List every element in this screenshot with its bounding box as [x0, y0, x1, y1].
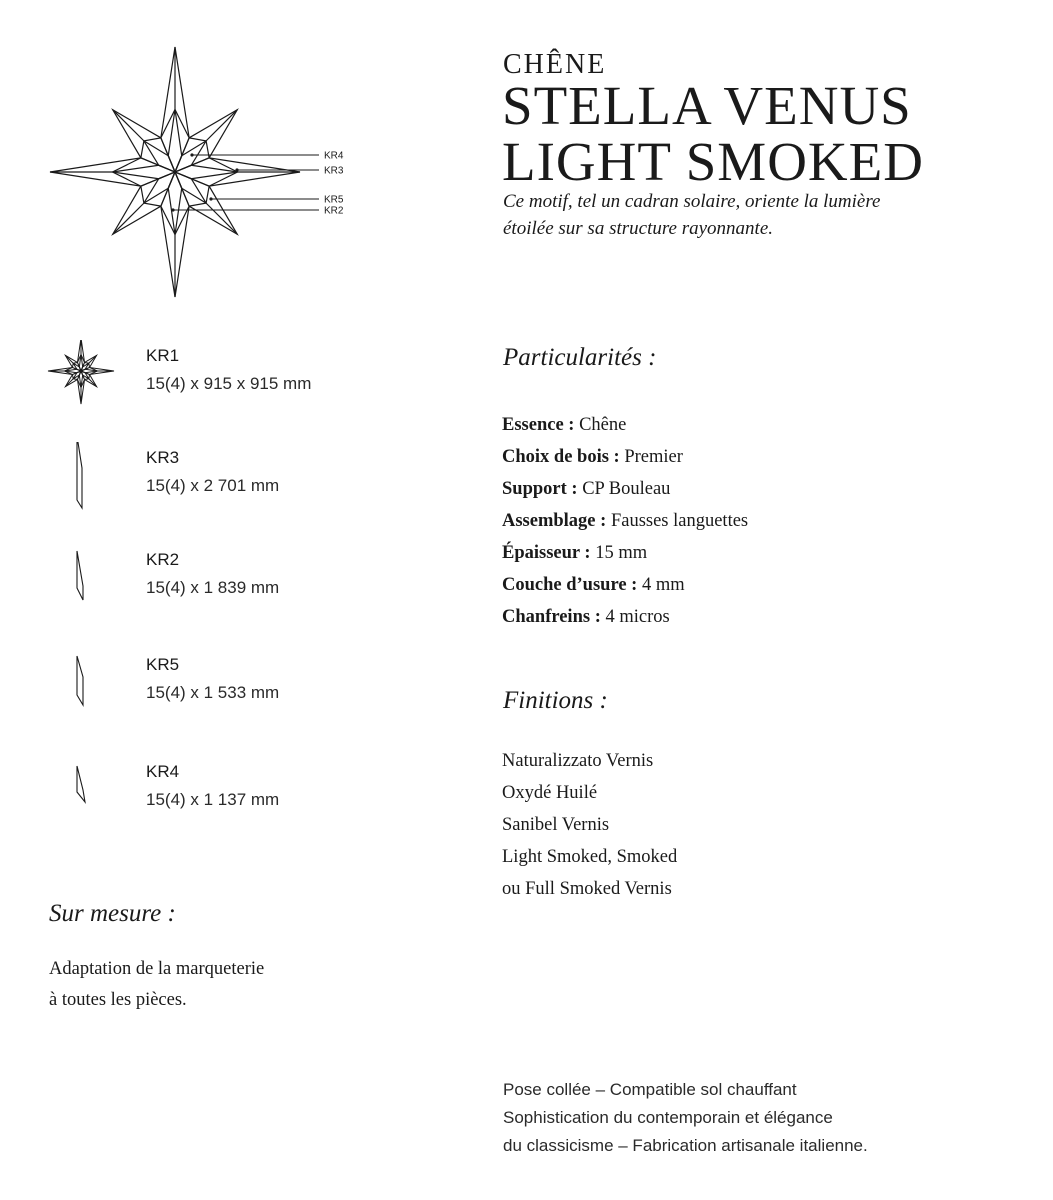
spec-value: CP Bouleau — [582, 479, 671, 499]
specifications-list — [502, 409, 748, 633]
spec-label: Assemblage : — [502, 511, 607, 531]
footer-line-3: du classicisme – Fabrication artisanale italienne. — [503, 1136, 868, 1155]
piece-item-kr2 — [40, 544, 370, 624]
piece-dimensions: 15(4) x 1 839 mm — [146, 578, 280, 597]
title-line-2: LIGHT SMOKED — [502, 131, 924, 192]
piece-dimensions: 15(4) x 1 533 mm — [146, 683, 280, 702]
title-line-1: STELLA VENUS — [502, 75, 912, 136]
callout-label: KR3 — [324, 165, 344, 177]
piece-code: KR5 — [146, 655, 180, 674]
piece-item-kr1 — [40, 340, 370, 420]
sur-mesure-line-1: Adaptation de la marqueterie — [49, 959, 265, 979]
sur-mesure-line-2: à toutes les pièces. — [49, 990, 187, 1010]
spec-item — [502, 569, 748, 601]
star-piece-icon — [40, 340, 126, 420]
piece-code: KR3 — [146, 448, 180, 467]
finitions-heading: Finitions : — [503, 687, 608, 714]
spec-label: Choix de bois : — [502, 447, 620, 467]
product-title — [502, 75, 924, 192]
footer-line-2: Sophistication du contemporain et élégance — [503, 1108, 833, 1127]
finish-item: Naturalizzato Vernis — [502, 751, 654, 771]
product-description — [503, 188, 881, 242]
spec-item — [502, 409, 748, 441]
spec-item — [502, 473, 748, 505]
spec-item — [502, 601, 748, 633]
piece-item-kr4 — [40, 756, 370, 836]
star-diagram — [40, 40, 360, 310]
piece-code: KR2 — [146, 550, 180, 569]
piece-code: KR1 — [146, 346, 180, 365]
finish-item: ou Full Smoked Vernis — [502, 879, 672, 899]
sur-mesure-text — [49, 954, 264, 1016]
description-line-1: Ce motif, tel un cadran solaire, oriente la lumière — [503, 191, 881, 212]
spec-item — [502, 505, 748, 537]
spec-label: Chanfreins : — [502, 607, 601, 627]
callout-label: KR5 — [324, 194, 344, 206]
spec-value: 15 mm — [595, 543, 648, 563]
spec-value: 4 mm — [641, 575, 685, 595]
sur-mesure-heading: Sur mesure : — [49, 900, 176, 927]
callout-label: KR4 — [324, 150, 344, 162]
spec-label: Couche d’usure : — [502, 575, 638, 595]
piece-item-kr3 — [40, 442, 370, 522]
spec-value: Chêne — [579, 415, 627, 435]
spec-label: Épaisseur : — [502, 543, 591, 563]
finishes-list — [502, 745, 677, 905]
lozenge-icon — [40, 544, 126, 624]
footer-line-1: Pose collée – Compatible sol chauffant — [503, 1080, 797, 1099]
spec-value: Fausses languettes — [610, 511, 749, 531]
spec-label: Essence : — [502, 415, 575, 435]
short-lozenge-icon — [40, 756, 126, 836]
piece-code: KR4 — [146, 762, 180, 781]
piece-dimensions: 15(4) x 1 137 mm — [146, 790, 280, 809]
spec-item — [502, 441, 748, 473]
piece-dimensions: 15(4) x 915 x 915 mm — [146, 374, 312, 393]
finish-item: Sanibel Vernis — [502, 815, 610, 835]
piece-item-kr5 — [40, 649, 370, 729]
spec-value: Premier — [624, 447, 683, 467]
callout-label: KR2 — [324, 205, 344, 217]
spec-value: 4 micros — [605, 607, 670, 627]
lozenge-icon — [40, 649, 126, 729]
finish-item: Oxydé Huilé — [502, 783, 598, 803]
spec-item — [502, 537, 748, 569]
star-pattern-icon — [40, 40, 360, 310]
wood-species-kicker: CHÊNE — [503, 49, 607, 80]
footer-notes — [503, 1076, 868, 1160]
spec-label: Support : — [502, 479, 578, 499]
particularites-heading: Particularités : — [503, 344, 657, 371]
long-lozenge-icon — [40, 442, 126, 522]
piece-dimensions: 15(4) x 2 701 mm — [146, 476, 280, 495]
finish-item: Light Smoked, Smoked — [502, 847, 678, 867]
description-line-2: étoilée sur sa structure rayonnante. — [503, 218, 774, 239]
